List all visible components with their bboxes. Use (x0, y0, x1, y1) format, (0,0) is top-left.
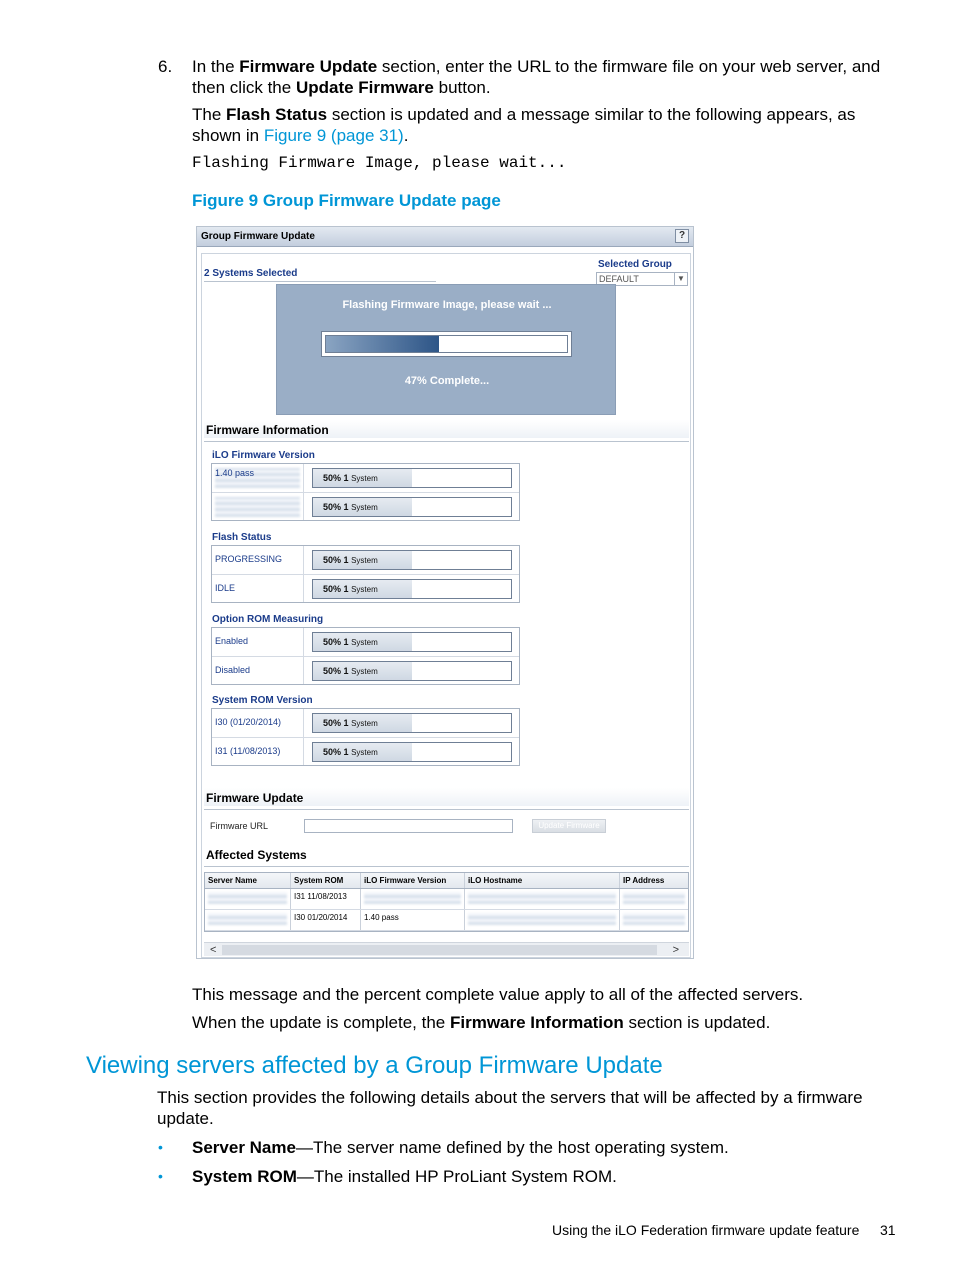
system-unit: System (351, 748, 378, 757)
redacted-value (468, 913, 616, 925)
table-cell: I30 01/20/2014 (291, 910, 361, 930)
redacted-value (208, 892, 287, 904)
system-unit: System (351, 556, 378, 565)
column-header[interactable]: Server Name (205, 873, 291, 888)
divider (303, 628, 304, 656)
divider (204, 866, 689, 867)
step-instruction: In the Firmware Update section, enter the URL to the firmware file on your web server, and then click the Update Firmware button. (192, 57, 881, 97)
group-firmware-panel (201, 253, 691, 958)
column-header[interactable]: System ROM (291, 873, 361, 888)
table-header-row (205, 873, 688, 889)
redacted-value (623, 913, 685, 925)
distribution-bar-label (323, 555, 378, 565)
system-count: 1 (343, 502, 349, 512)
system-unit: System (351, 585, 378, 594)
system-count: 1 (343, 747, 349, 757)
divider (204, 281, 436, 282)
row-label: PROGRESSING (215, 554, 283, 564)
system-unit: System (351, 503, 378, 512)
distribution-bar[interactable] (312, 497, 512, 517)
distribution-bar-label (323, 637, 378, 647)
distribution-bar[interactable] (312, 713, 512, 733)
section-heading: Viewing servers affected by a Group Firmware Update (86, 1052, 663, 1079)
row-label: Enabled (215, 636, 249, 646)
redacted-value (623, 892, 685, 904)
table-row (212, 464, 519, 492)
table-cell (361, 889, 465, 909)
divider (303, 709, 304, 737)
bullet-icon: • (158, 1168, 163, 1184)
flash-progress-bar (321, 331, 572, 357)
row-label: IDLE (215, 583, 236, 593)
distribution-bar-label (323, 718, 378, 728)
distribution-bar[interactable] (312, 550, 512, 570)
list-item: System ROM—The installed HP ProLiant System ROM. (192, 1167, 617, 1186)
figure-caption: Figure 9 Group Firmware Update page (192, 191, 501, 210)
distribution-group-title: Flash Status (212, 532, 272, 543)
table-cell (620, 910, 688, 930)
bullet-icon: • (158, 1139, 163, 1155)
table-row (212, 709, 519, 737)
distribution-bar[interactable] (312, 632, 512, 652)
firmware-update-term: Firmware Update (239, 57, 378, 76)
system-count: 1 (343, 473, 349, 483)
distribution-group-title: iLO Firmware Version (212, 450, 315, 461)
table-row (212, 546, 519, 574)
percent-value: 50% (323, 666, 342, 676)
paragraph: This message and the percent complete value apply to all of the affected servers. (192, 985, 804, 1004)
percent-value: 50% (323, 555, 342, 565)
distribution-bar-label (323, 502, 378, 512)
scroll-right-icon[interactable]: > (672, 944, 679, 956)
divider (204, 809, 689, 810)
distribution-table (211, 627, 520, 685)
divider (303, 738, 304, 765)
progress-percent-text: 47% Complete... (404, 375, 490, 387)
percent-value: 50% (323, 502, 342, 512)
distribution-group-title: System ROM Version (212, 695, 313, 706)
table-cell (620, 889, 688, 909)
system-unit: System (351, 474, 378, 483)
affected-systems-table (204, 872, 689, 932)
horizontal-scrollbar[interactable] (204, 942, 689, 956)
list-item: Server Name—The server name defined by the host operating system. (192, 1138, 729, 1157)
table-row (212, 737, 519, 765)
footer-title: Using the iLO Federation firmware update feature (552, 1222, 860, 1238)
column-header[interactable]: iLO Firmware Version (361, 873, 465, 888)
redacted-value (468, 892, 616, 904)
step-result-text: The Flash Status section is updated and a message similar to the following appears, as shown in Figure 9 (page 31). (192, 105, 856, 145)
system-unit: System (351, 667, 378, 676)
table-cell (205, 910, 291, 930)
table-cell: I31 11/08/2013 (291, 889, 361, 909)
firmware-url-input[interactable] (304, 819, 513, 833)
code-sample: Flashing Firmware Image, please wait... (192, 154, 567, 172)
table-row[interactable] (205, 889, 688, 910)
firmware-information-heading: Firmware Information (206, 423, 329, 437)
selected-group-label: Selected Group (598, 259, 672, 270)
row-label: I30 (01/20/2014) (215, 717, 282, 727)
distribution-bar-label (323, 584, 378, 594)
paragraph: When the update is complete, the Firmware Information section is updated. (192, 1013, 771, 1032)
figure-link[interactable]: Figure 9 (page 31) (263, 126, 404, 145)
distribution-group-title: Option ROM Measuring (212, 614, 324, 625)
percent-value: 50% (323, 718, 342, 728)
chevron-down-icon[interactable]: ▼ (674, 273, 687, 285)
section-intro: This section provides the following details about the servers that will be affected by a firmware update. (157, 1088, 863, 1128)
divider (204, 441, 689, 442)
distribution-bar[interactable] (312, 579, 512, 599)
table-row[interactable] (205, 910, 688, 931)
table-cell (465, 910, 620, 930)
firmware-url-label: Firmware URL (210, 821, 269, 831)
distribution-bar-label (323, 747, 378, 757)
redacted-value (364, 892, 461, 904)
percent-value: 50% (323, 747, 342, 757)
percent-value: 50% (323, 584, 342, 594)
affected-systems-heading: Affected Systems (206, 848, 307, 862)
flash-progress-dialog (276, 284, 616, 415)
percent-value: 50% (323, 637, 342, 647)
divider (303, 657, 304, 684)
table-body (205, 889, 688, 931)
step-number: 6. (158, 57, 173, 76)
table-row (212, 574, 519, 602)
help-icon[interactable]: ? (675, 229, 689, 243)
column-header[interactable]: iLO Hostname (465, 873, 620, 888)
scrollbar-thumb[interactable] (222, 945, 657, 955)
row-label: 1.40 pass (215, 468, 255, 478)
row-label: Disabled (215, 665, 251, 675)
window-title: Group Firmware Update (201, 231, 315, 242)
system-count: 1 (343, 584, 349, 594)
distribution-table (211, 545, 520, 603)
table-cell (205, 889, 291, 909)
distribution-bar-label (323, 473, 378, 483)
systems-selected-link[interactable]: 2 Systems Selected (204, 268, 298, 279)
figure-screenshot (196, 226, 694, 959)
row-label: I31 (11/08/2013) (215, 746, 281, 756)
table-row (212, 492, 519, 520)
update-firmware-button[interactable]: Update Firmware (532, 819, 606, 833)
divider (303, 464, 304, 492)
redacted-value (215, 497, 300, 517)
distribution-bar[interactable] (312, 468, 512, 488)
distribution-bar[interactable] (312, 742, 512, 762)
flash-message: Flashing Firmware Image, please wait ... (342, 299, 552, 311)
selected-group-select[interactable]: DEFAULT ▼ (596, 272, 688, 286)
distribution-bar[interactable] (312, 661, 512, 681)
distribution-table (211, 463, 520, 521)
divider (303, 575, 304, 602)
table-row (212, 656, 519, 684)
table-row (212, 628, 519, 656)
system-unit: System (351, 638, 378, 647)
redacted-value (208, 913, 287, 925)
system-unit: System (351, 719, 378, 728)
table-cell: 1.40 pass (361, 910, 465, 930)
distribution-table (211, 708, 520, 766)
page-number: 31 (880, 1222, 896, 1238)
percent-value: 50% (323, 473, 342, 483)
divider (303, 493, 304, 520)
system-count: 1 (343, 555, 349, 565)
table-cell (465, 889, 620, 909)
system-count: 1 (343, 666, 349, 676)
flash-status-term: Flash Status (226, 105, 328, 124)
column-header[interactable]: IP Address (623, 876, 665, 885)
distribution-bar-label (323, 666, 378, 676)
progress-fill (326, 336, 439, 352)
system-count: 1 (343, 718, 349, 728)
scroll-left-icon[interactable]: < (210, 944, 217, 956)
divider (303, 546, 304, 574)
update-firmware-term: Update Firmware (295, 78, 434, 97)
firmware-information-term: Firmware Information (450, 1013, 624, 1032)
system-count: 1 (343, 637, 349, 647)
firmware-update-heading: Firmware Update (206, 791, 304, 805)
window-title-bar (197, 227, 693, 247)
